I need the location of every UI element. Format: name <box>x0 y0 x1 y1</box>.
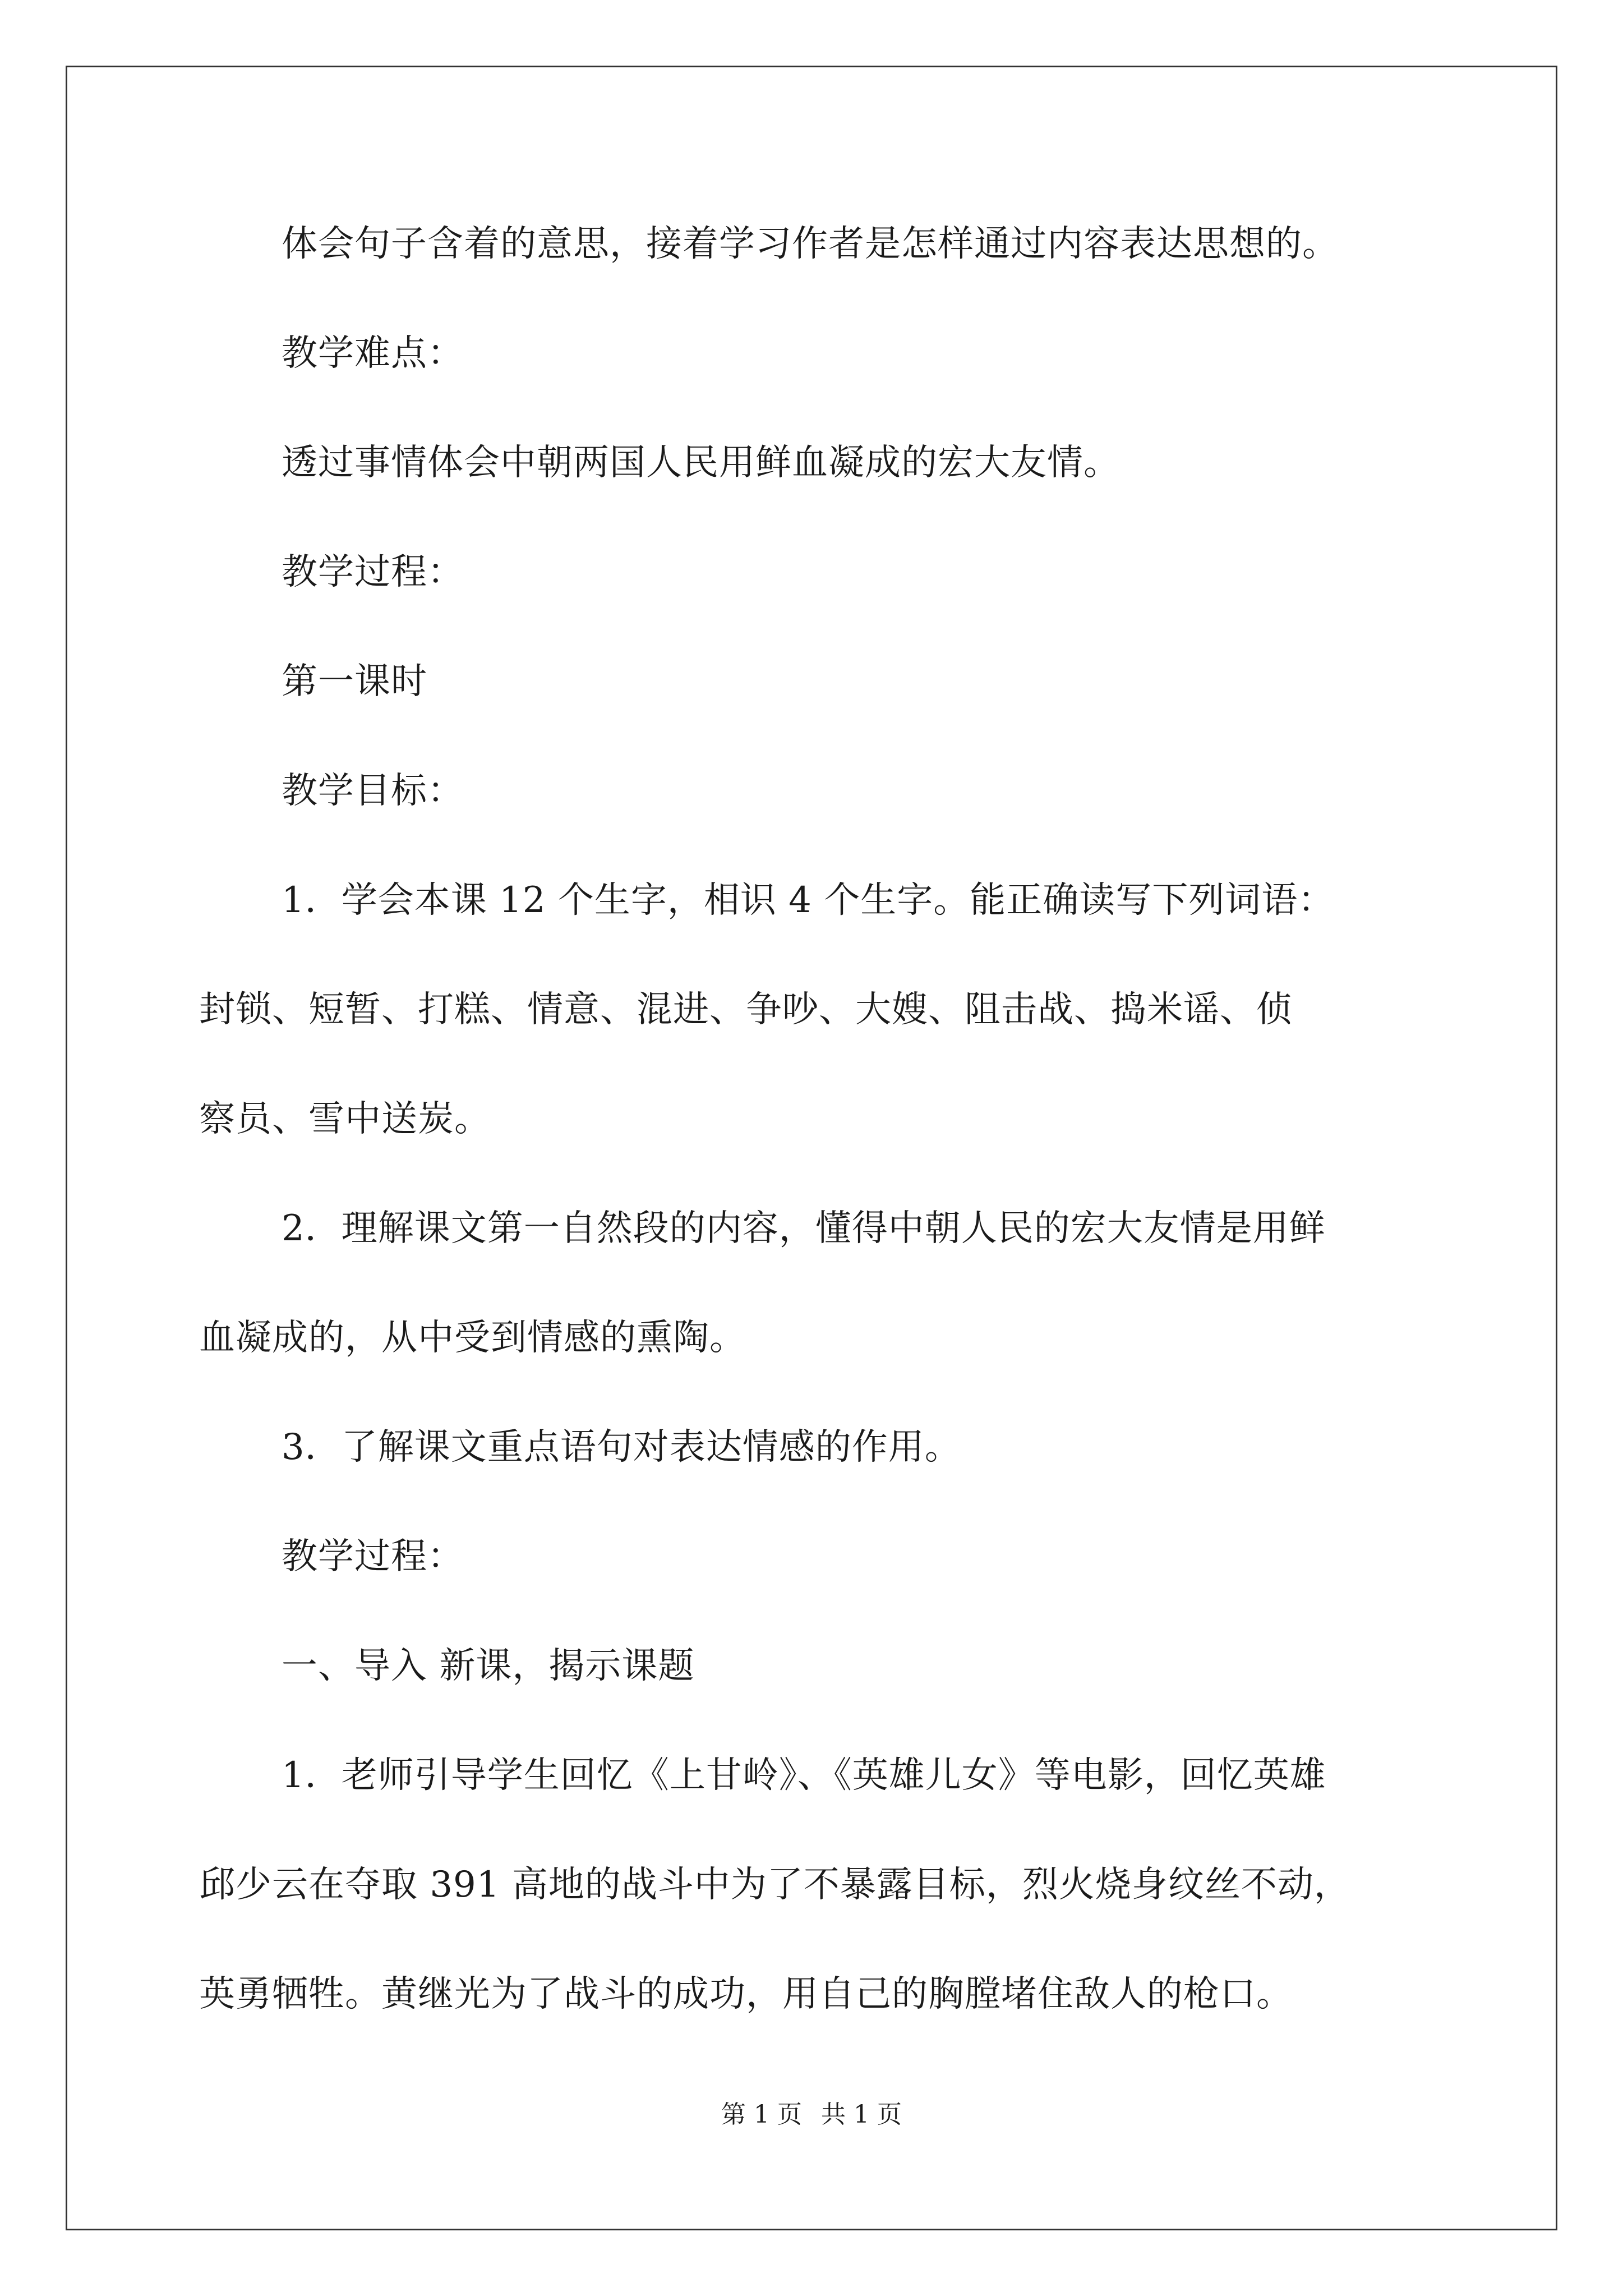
heading-teaching-process: 教学过程： <box>282 551 464 593</box>
paragraph-line: 体会句子含着的意思，接着学习作者是怎样通过内容表达思想的。 <box>282 223 1339 265</box>
goal-item-1-continued: 察员、雪中送炭。 <box>199 1098 491 1140</box>
intro-item-1: 1．老师引导学生回忆《上甘岭》、《英雄儿女》等电影，回忆英雄 <box>282 1755 1326 1796</box>
goal-item-1-continued: 封锁、短暂、打糕、情意、混进、争吵、大嫂、阻击战、捣米谣、侦 <box>199 989 1293 1030</box>
goal-item-2-continued: 血凝成的，从中受到情感的熏陶。 <box>199 1317 746 1359</box>
heading-teaching-goals: 教学目标： <box>282 770 464 812</box>
goal-item-1: 1．学会本课 12 个生字，相识 4 个生字。能正确读写下列词语： <box>282 880 1335 921</box>
page-footer <box>0 2098 1623 2132</box>
goal-item-3: 3．了解课文重点语句对表达情感的作用。 <box>282 1427 961 1468</box>
heading-teaching-difficulty: 教学难点： <box>282 333 464 374</box>
goal-item-2: 2．理解课文第一自然段的内容，懂得中朝人民的宏大友情是用鲜 <box>282 1208 1326 1249</box>
paragraph-line: 透过事情体会中朝两国人民用鲜血凝成的宏大友情。 <box>282 442 1120 484</box>
page-number: 第 1 页 <box>721 2100 802 2129</box>
intro-item-1-continued: 英勇牺牲。黄继光为了战斗的成功，用自己的胸膛堵住敌人的枪口。 <box>199 1973 1293 2015</box>
page-total: 共 1 页 <box>821 2100 902 2129</box>
heading-teaching-process-2: 教学过程： <box>282 1536 464 1577</box>
heading-first-lesson: 第一课时 <box>282 661 427 702</box>
section-heading-intro: 一、导入 新课，揭示课题 <box>282 1645 695 1687</box>
intro-item-1-continued: 邱少云在夺取 391 高地的战斗中为了不暴露目标，烈火烧身纹丝不动， <box>199 1864 1350 1906</box>
